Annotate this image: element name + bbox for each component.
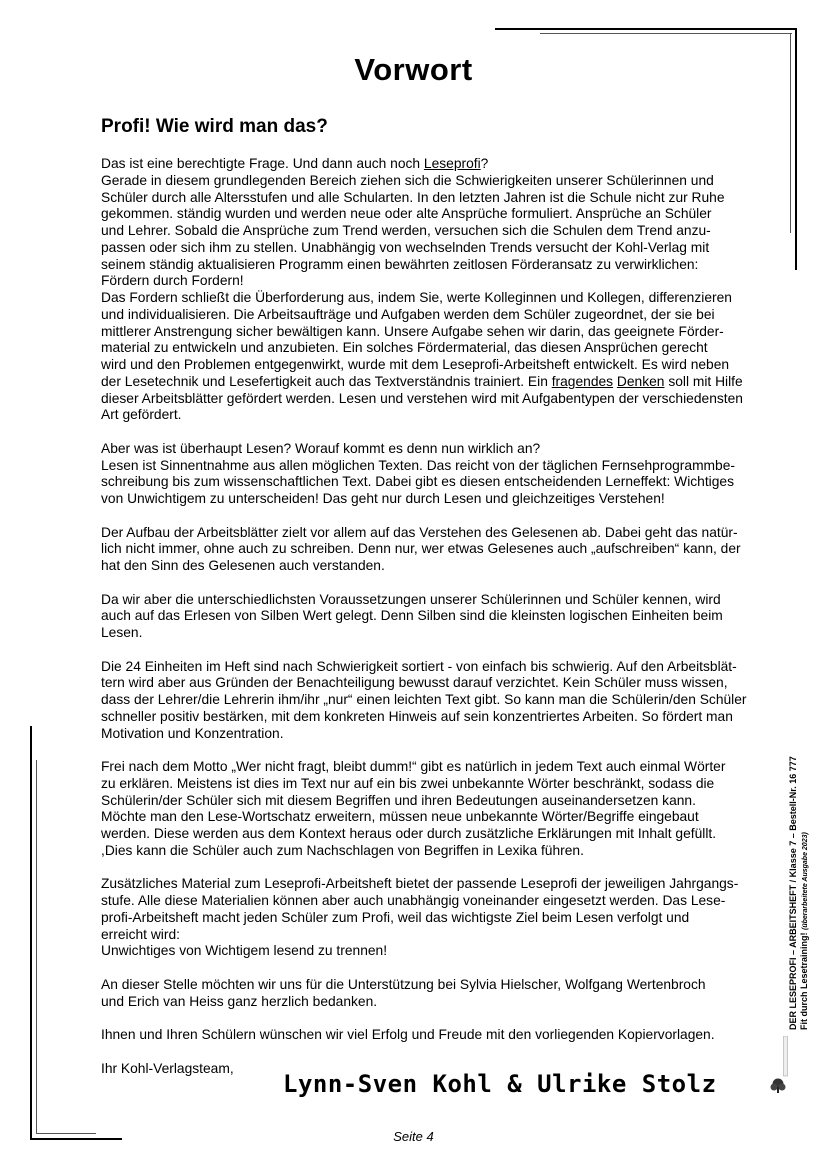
underlined-term: Leseprofi (423, 156, 481, 171)
text-segment: soll mit Hilfe (664, 373, 743, 389)
text-segment: ? (480, 156, 489, 171)
text-segment: Frei nach dem Motto „Wer nicht fragt, bleibt dumm!“ gibt es natürlich in jedem Text auch einmal Wörter (101, 759, 726, 774)
text-segment: material zu entwickeln und anzubieten. Ein solches Fördermaterial, das diesen Ansprüchen gerecht (101, 340, 708, 356)
text-line (101, 340, 761, 357)
paragraph-gap (101, 860, 761, 877)
text-segment: Motivation und Konzentration. (101, 725, 284, 741)
text-segment: mittlerer Anstrengung sicher bewältigen kann. Unsere Aufgabe sehen wir darin, das geeignete Förder- (101, 323, 724, 339)
text-segment: passen oder sich ihm zu stellen. Unabhängig von wechselnden Trends versucht der Kohl-Verlag mit (101, 239, 710, 255)
text-segment: Aber was ist überhaupt Lesen? Worauf kommt es denn nun wirklich an? (101, 440, 541, 456)
text-segment: Gerade in diesem grundlegenden Bereich ziehen sich die Schwierigkeiten unserer Schülerinnen und (101, 172, 714, 188)
text-line (101, 843, 761, 860)
text-segment: Der Aufbau der Arbeitsblätter zielt vor allem auf das Verstehen des Gelesenen ab. Dabei geht das natür- (101, 524, 738, 540)
side-info-subtitle-main: Fit durch Lesetraining! (799, 932, 809, 1030)
text-line (101, 324, 761, 341)
frame-top-line (495, 28, 797, 30)
paragraph (101, 876, 761, 960)
frame-top-line-inner (540, 33, 792, 34)
text-line (101, 407, 761, 424)
paragraph (101, 759, 761, 860)
text-line (101, 441, 761, 458)
text-segment: seinem ständig aktualisieren Programm einen bewährten zeitlosen Förderansatz zu verwirklichen: (101, 256, 699, 272)
text-line (101, 876, 761, 893)
text-segment: Lesen ist Sinnentnahme aus allen möglichen Texten. Das reicht von der täglichen Fernsehprogrammbe- (101, 457, 735, 473)
side-info-series: DER LESEPROFI – ARBEITSHEFT / Klasse 7 – Bestell-Nr. 16 777 (788, 756, 798, 1030)
text-segment: Das ist eine berechtigte Frage. Und dann auch noch (101, 156, 424, 171)
text-line (101, 190, 761, 207)
section-heading: Profi! Wie wird man das? (101, 116, 328, 137)
text-segment: der Lesetechnik und Lesefertigkeit auch das Textverständnis trainiert. Ein (101, 373, 552, 389)
text-segment: Schülerin/der Schüler sich mit diesem Begriffen und ihren Bedeutungen auseinandersetzen kann. (101, 792, 696, 808)
text-segment: Unwichtiges von Wichtigem lesend zu trennen! (101, 943, 388, 959)
text-line (101, 709, 761, 726)
paragraph (101, 1027, 761, 1044)
text-segment: stufe. Alle diese Materialien können aber auch unabhängig voneinander eingesetzt werden. Das Lese- (101, 893, 726, 908)
text-line (101, 793, 761, 810)
paragraph-gap (101, 960, 761, 977)
paragraph (101, 592, 761, 642)
text-segment: dass der Lehrer/die Lehrerin ihm/ihr „nur“ einen leichten Text gibt. So kann man die Schülerin/den Schüler (101, 692, 747, 707)
paragraph-gap (101, 424, 761, 441)
tree-logo-icon (768, 1036, 788, 1094)
text-line (101, 374, 761, 391)
underlined-term: Denken (616, 373, 665, 389)
text-line (101, 257, 761, 274)
paragraph (101, 525, 761, 575)
text-segment: erreicht wird: (101, 926, 180, 942)
text-line (101, 173, 761, 190)
text-line (101, 541, 761, 558)
text-line (101, 391, 761, 408)
text-segment: und individualisieren. Die Arbeitsaufträge und Aufgaben werden dem Schüler zugeordnet, der sie bei (101, 306, 715, 322)
text-line (101, 910, 761, 927)
text-segment: wird und den Problemen entgegenwirkt, wurde mit dem Leseprofi-Arbeitsheft entwickelt. Es wird neben (101, 357, 730, 372)
text-segment: Schüler durch alle Altersstufen und alle Schularten. In den letzten Jahren ist die Schule nicht zur Ruhe (101, 189, 725, 205)
text-line (101, 893, 761, 910)
paragraph-gap (101, 1010, 761, 1027)
paragraph-gap (101, 742, 761, 759)
text-line (101, 625, 761, 642)
text-segment: dieser Arbeitsblätter gefördert werden. Lesen und verstehen wird mit Aufgabentypen der verschiedensten (101, 390, 743, 406)
text-segment: ,Dies kann die Schüler auch zum Nachschlagen von Begriffen in Lexika führen. (101, 842, 584, 858)
text-segment: tern wird aber aus Gründen der Benachteiligung bewusst darauf verzichtet. Kein Schüler muss wissen, (101, 675, 728, 691)
text-line (101, 608, 761, 625)
text-line (101, 977, 761, 994)
text-line (101, 994, 761, 1011)
text-segment: Da wir aber die unterschiedlichsten Voraussetzungen unserer Schülerinnen und Schüler kennen, wird (101, 591, 721, 607)
text-line (101, 592, 761, 609)
text-line (101, 927, 761, 944)
text-segment: werden. Diese werden aus dem Kontext heraus oder durch zusätzliche Erklärungen mit Inhalt gefüllt. (101, 826, 717, 841)
paragraph (101, 156, 761, 424)
text-line (101, 357, 761, 374)
text-line (101, 675, 761, 692)
paragraph-gap (101, 575, 761, 592)
text-segment: Zusätzliches Material zum Leseprofi-Arbeitsheft bietet der passende Leseprofi der jeweiligen Jahrgangs- (101, 876, 739, 892)
text-segment: Das Fordern schließt die Überforderung aus, indem Sie, werte Kolleginnen und Kollegen, differenzieren (101, 290, 732, 305)
text-line (101, 240, 761, 257)
page-number: Seite 4 (393, 1129, 434, 1144)
side-info (788, 756, 810, 1030)
text-segment: von Unwichtigem zu unterscheiden! Das geht nur durch Lesen und gleichzeitiges Verstehen! (101, 491, 665, 506)
paragraph-gap (101, 1044, 761, 1061)
signature: Lynn-Sven Kohl & Ulrike Stolz (283, 1070, 717, 1098)
text-line (101, 826, 761, 843)
frame-left-line-inner (36, 760, 37, 1134)
text-line (101, 273, 761, 290)
text-line (101, 776, 761, 793)
text-segment: Fördern durch Fordern! (101, 273, 244, 289)
text-line (101, 943, 761, 960)
text-segment: schneller positiv bestärken, mit dem konkreten Hinweis auf sein konzentriertes Arbeiten. So fördert man (101, 708, 733, 724)
text-segment: Möchte man den Lese-Wortschatz erweitern, müssen neue unbekannte Wörter/Begriffe eingebaut (101, 809, 699, 825)
text-line (101, 223, 761, 240)
text-line (101, 809, 761, 826)
text-segment: Ihr Kohl-Verlagsteam, (101, 1060, 234, 1076)
text-segment: zu erklären. Meistens ist dies im Text nur auf ein bis zwei unbekannte Wörter beschränkt, sodass die (101, 775, 715, 791)
paragraph (101, 441, 761, 508)
paragraph-gap (101, 508, 761, 525)
text-segment: auch auf das Erlesen von Silben Wert gelegt. Denn Silben sind die kleinsten logischen Einheiten beim (101, 608, 723, 624)
text-line (101, 726, 761, 743)
text-line (101, 558, 761, 575)
text-segment: Lesen. (101, 625, 143, 640)
paragraph (101, 659, 761, 743)
text-line (101, 692, 761, 709)
underlined-term: fragendes (551, 373, 614, 389)
text-line (101, 659, 761, 676)
text-segment: Art gefördert. (101, 407, 182, 423)
text-line (101, 1027, 761, 1044)
text-segment: Ihnen und Ihren Schülern wünschen wir viel Erfolg und Freude mit den vorliegenden Kopiervorlagen. (101, 1027, 715, 1042)
paragraph-gap (101, 642, 761, 659)
text-line (101, 290, 761, 307)
text-line (101, 206, 761, 223)
paragraph (101, 977, 761, 1011)
text-segment: Die 24 Einheiten im Heft sind nach Schwierigkeit sortiert - von einfach bis schwierig. Auf den Arbeitsblät- (101, 658, 737, 674)
page-title: Vorwort (354, 52, 473, 87)
text-segment: lich nicht immer, ohne auch zu schreiben. Denn nur, wer etwas Gelesenes auch „aufschreiben“ kann, der (101, 541, 741, 557)
body-text (101, 156, 761, 1077)
text-line (101, 156, 761, 173)
text-segment: profi-Arbeitsheft macht jeden Schüler zum Profi, weil das wichtigste Ziel beim Lesen verfolgt und (101, 909, 690, 925)
text-segment: gekommen. ständig wurden und werden neue oder alte Ansprüche formuliert. Ansprüche an Schüler (101, 206, 712, 222)
side-info-edition-note: (überarbeitete Ausgabe 2023) (802, 832, 809, 930)
side-info-subtitle (799, 756, 810, 1030)
text-line (101, 525, 761, 542)
text-line (101, 458, 761, 475)
text-segment: hat den Sinn des Gelesenen auch verstanden. (101, 558, 385, 573)
text-line (101, 759, 761, 776)
text-line (101, 474, 761, 491)
text-segment: und Lehrer. Sobald die Ansprüche zum Trend werden, versuchen sich die Schulen dem Trend anzu- (101, 223, 711, 238)
text-line (101, 307, 761, 324)
text-segment: und Erich van Heiss ganz herzlich bedanken. (101, 993, 378, 1009)
text-line (101, 491, 761, 508)
text-segment: schreibung bis zum wissenschaftlichen Text. Dabei gibt es diesen entscheidenden Lerneffekt: Wichtiges (101, 474, 734, 490)
frame-left-line (30, 726, 32, 1140)
text-segment: An dieser Stelle möchten wir uns für die Unterstützung bei Sylvia Hielscher, Wolfgang Wertenbroch (101, 976, 706, 992)
